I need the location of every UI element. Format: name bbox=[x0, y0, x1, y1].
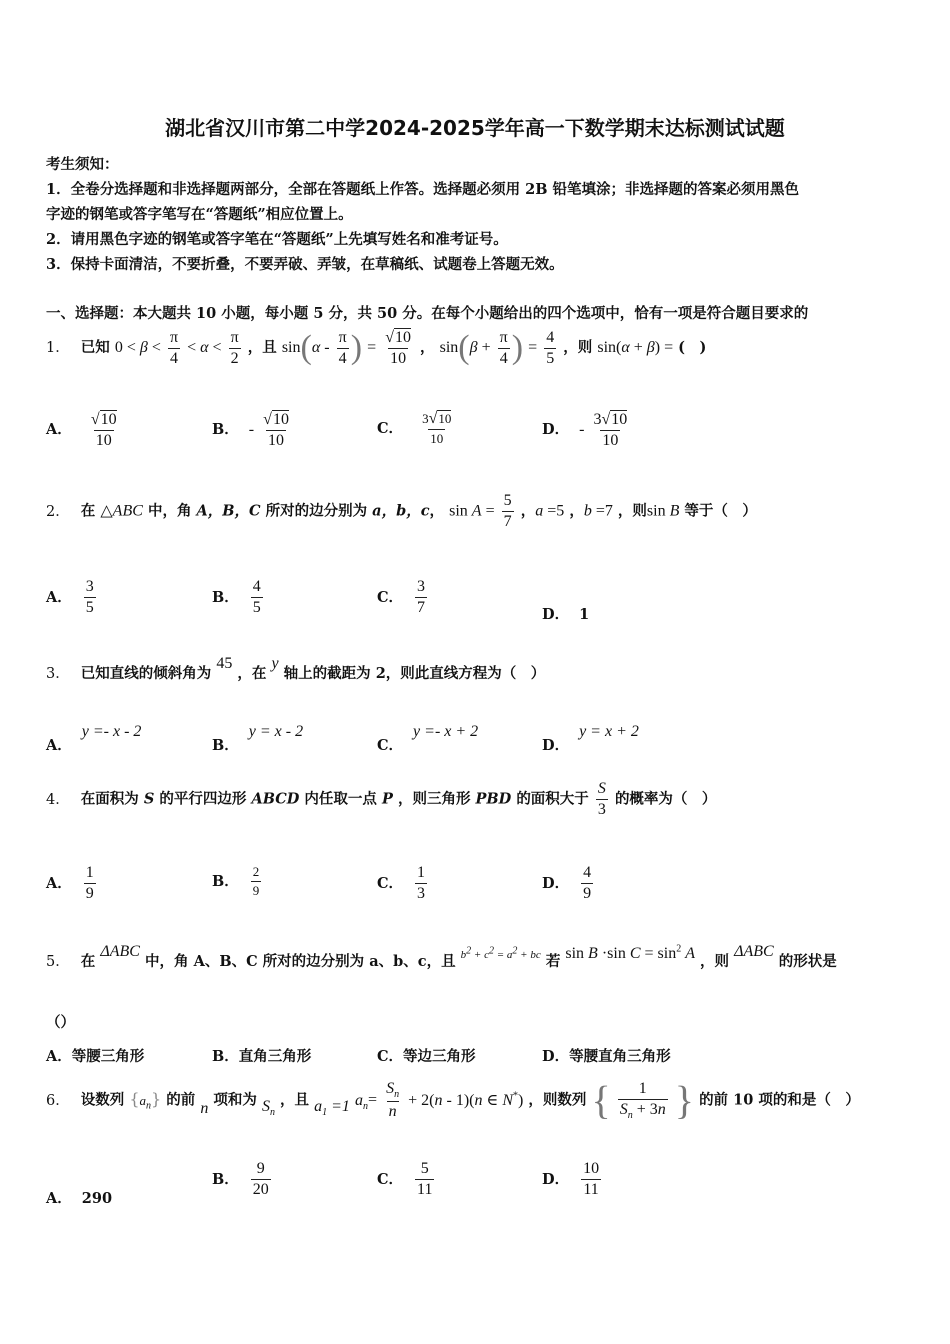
q5-option-a[interactable]: A．等腰三角形 bbox=[46, 1048, 145, 1065]
notice-item-2: 2．请用黑色字迹的钢笔或答字笔在“答题纸”上先填写姓名和准考证号。 bbox=[46, 231, 508, 248]
q1-option-d[interactable]: D． - $\frac{3√10}{10}$ bbox=[542, 411, 628, 449]
q5-option-b[interactable]: B．直角三角形 bbox=[212, 1048, 312, 1065]
q1-option-c[interactable]: C． $\frac{3√10}{10}$ bbox=[377, 410, 452, 446]
notice-item-3: 3．保持卡面清洁，不要折叠，不要弄破、弄皱，在草稿纸、试题卷上答题无效。 bbox=[46, 256, 564, 273]
notice-item-1a: 1．全卷分选择题和非选择题两部分，全部在答题纸上作答。选择题必须用 2B 铅笔填涂；非选择题的答案必须用黑色 bbox=[46, 181, 800, 198]
question-3: 3． 已知直线的倾斜角为 45 ，在 y 轴上的截距为 2，则此直线方程为（ ） bbox=[46, 655, 546, 682]
q4-option-a[interactable]: A． $\frac{1}{9}$ bbox=[46, 864, 94, 902]
q1-option-b[interactable]: B． - $\frac{√10}{10}$ bbox=[212, 411, 289, 449]
q5-option-c[interactable]: C．等边三角形 bbox=[377, 1048, 476, 1065]
q6-option-b[interactable]: B． $\frac{9}{20}$ bbox=[212, 1160, 269, 1198]
q2-option-b[interactable]: B． $\frac{4}{5}$ bbox=[212, 578, 261, 616]
q1-option-a[interactable]: A． $\frac{√10}{10}$ bbox=[46, 411, 117, 449]
q4-option-c[interactable]: C． $\frac{1}{3}$ bbox=[377, 864, 426, 902]
question-1: 1． 已知 0 < β < $\frac{\pi}{4}$ < α < $\frac{\pi}{2}$ ，且 sin(α - $\frac{\pi}{4}$ ) = $\frac{√10}{10}$ ， sin(β + $\frac{\pi}{4}$ ) = $\frac{4}{5}$ ，则 sin(α + β) = ( ) bbox=[46, 328, 707, 367]
q4-option-b[interactable]: B． $\frac{2}{9}$ bbox=[212, 864, 260, 898]
q2-option-a[interactable]: A． $\frac{3}{5}$ bbox=[46, 578, 94, 616]
q3-option-d[interactable]: D．y = x + 2 bbox=[542, 723, 639, 754]
question-2: 2． 在 △ABC 中，角 A，B，C 所对的边分别为 a，b，c， sin A = $\frac{5}{7}$ ，a =5 ，b =7 ，则sin B 等于（ ） bbox=[46, 492, 757, 530]
page-title: 湖北省汉川市第二中学2024-2025学年高一下数学期末达标测试试题 bbox=[165, 116, 785, 140]
question-6: 6． 设数列 $\{a_n\}$ 的前 n 项和为 $S_n$ ，且 $a_1 =1$ $a_n=$ $\frac{S_n}{n}$ + 2(n - 1)(n ∈ N*) ，则数列 { $\frac{1}{S_n + 3n}$ } 的前 10 项的和是（ ） bbox=[46, 1077, 860, 1123]
question-5: 5． 在 ΔABC 中，角 A、B、C 所对的边分别为 a、b、c，且 $^{b^2 + c^2 = a^2 + bc}$ 若 sin B ·sin $C = \sin^2 A$ ，则 ΔABC 的形状是 bbox=[46, 943, 837, 970]
q2-option-c[interactable]: C． $\frac{3}{7}$ bbox=[377, 578, 426, 616]
q6-option-d[interactable]: D． $\frac{10}{11}$ bbox=[542, 1160, 600, 1198]
q5-option-d[interactable]: D．等腰直角三角形 bbox=[542, 1048, 671, 1065]
q4-option-d[interactable]: D． $\frac{4}{9}$ bbox=[542, 864, 592, 902]
q3-option-c[interactable]: C．y =- x + 2 bbox=[377, 723, 479, 754]
notice-heading: 考生须知： bbox=[46, 156, 119, 173]
notice-item-1b: 字迹的钢笔或答字笔写在“答题纸”相应位置上。 bbox=[46, 206, 353, 223]
question-4: 4． 在面积为 S 的平行四边形 ABCD 内任取一点 P ，则三角形 PBD 的面积大于 $\frac{S}{3}$ 的概率为（ ） bbox=[46, 780, 717, 818]
q3-option-a[interactable]: A．y =- x - 2 bbox=[46, 723, 142, 754]
section-heading: 一、选择题：本大题共 10 小题，每小题 5 分，共 50 分。在每个小题给出的四个选项中，恰有一项是符合题目要求的 bbox=[46, 305, 809, 322]
question-number: 1． bbox=[46, 340, 70, 356]
q6-option-c[interactable]: C． $\frac{5}{11}$ bbox=[377, 1160, 433, 1198]
question-5-bracket: （） bbox=[46, 1014, 75, 1031]
q3-option-b[interactable]: B．y = x - 2 bbox=[212, 723, 304, 754]
q6-option-a[interactable]: A． 290 bbox=[46, 1190, 113, 1207]
q2-option-d[interactable]: D． 1 bbox=[542, 606, 590, 623]
